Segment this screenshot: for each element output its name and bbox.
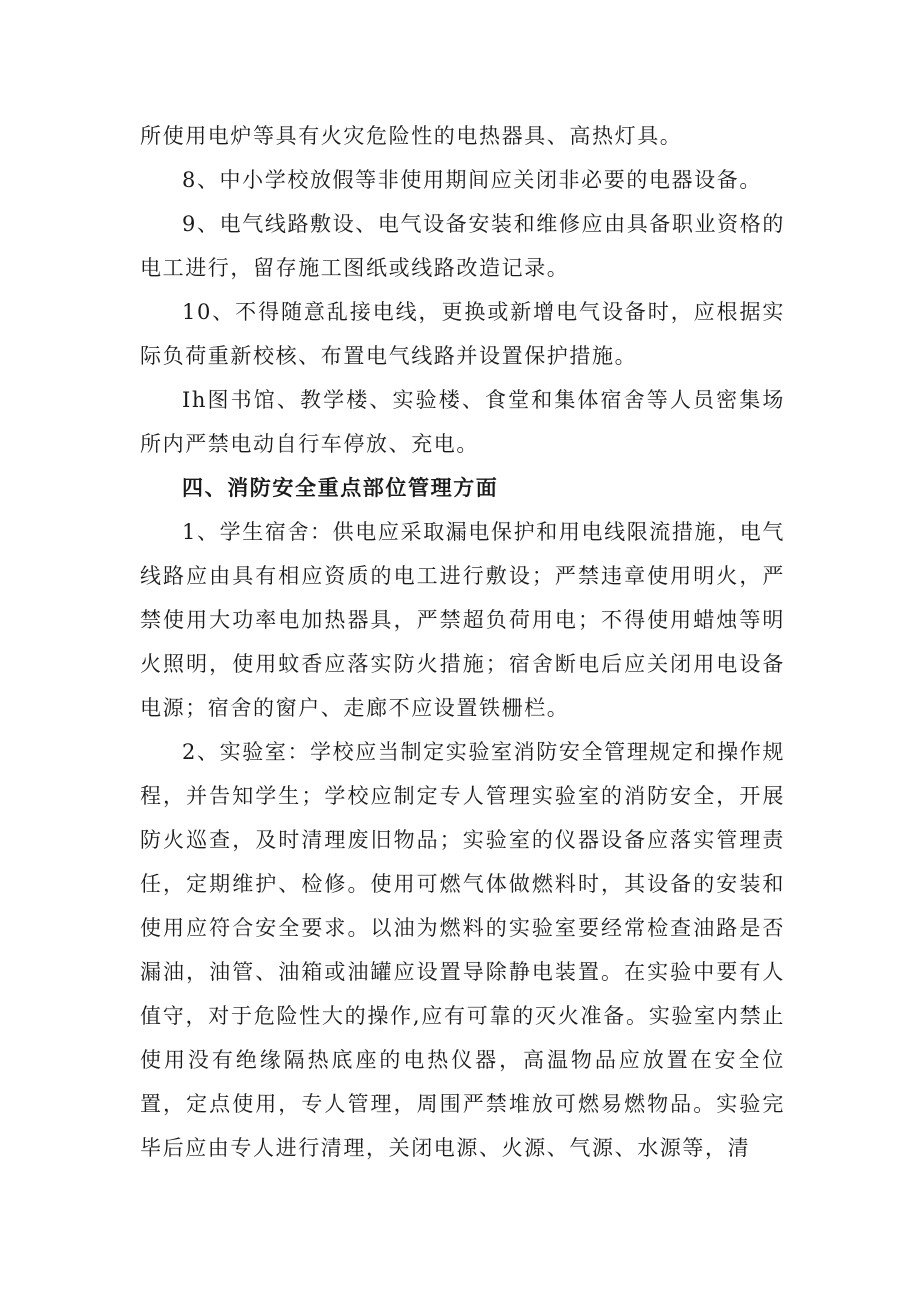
paragraph-item-10: 10、不得随意乱接电线，更换或新增电气设备时，应根据实际负荷重新校核、布置电气线路并设置保护措施。 [140, 300, 785, 368]
paragraph-item-8: 8、中小学校放假等非使用期间应关闭非必要的电器设备。 [182, 168, 762, 192]
paragraph-dormitory: 1、学生宿舍：供电应采取漏电保护和用电线限流措施，电气线路应由具有相应资质的电工进行敷设；严禁违章使用明火，严禁使用大功率电加热器具，严禁超负荷用电；不得使用蜡烛等明火照明，使用蚊香应落实防火措施；宿舍断电后应关闭用电设备电源；宿舍的窗户、走廊不应设置铁栅栏。 [140, 520, 785, 720]
section-heading: 四、消防安全重点部位管理方面 [182, 476, 499, 500]
paragraph-continued: 所使用电炉等具有火灾危险性的电热器具、高热灯具。 [140, 124, 683, 148]
paragraph-item-11: Ih图书馆、教学楼、实验楼、食堂和集体宿舍等人员密集场所内严禁电动自行车停放、充电。 [140, 388, 785, 456]
paragraph-laboratory: 2、实验室：学校应当制定实验室消防安全管理规定和操作规程，并告知学生；学校应制定专人管理实验室的消防安全，开展防火巡查，及时清理废旧物品；实验室的仪器设备应落实管理责任，定期维护、检修。使用可燃气体做燃料时，其设备的安装和使用应符合安全要求。以油为燃料的实验室要经常检查油路是否漏油，油管、油箱或油罐应设置导除静电装置。在实验中要有人值守，对于危险性大的操作,应有可靠的灭火准备。实验室内禁止使用没有绝缘隔热底座的电热仪器，高温物品应放置在安全位置，定点使用，专人管理，周围严禁堆放可燃易燃物品。实验完毕后应由专人进行清理，关闭电源、火源、气源、水源等，清 [140, 740, 785, 1160]
paragraph-item-9: 9、电气线路敷设、电气设备安装和维修应由具备职业资格的电工进行，留存施工图纸或线路改造记录。 [140, 212, 785, 280]
document-body [140, 114, 785, 1170]
